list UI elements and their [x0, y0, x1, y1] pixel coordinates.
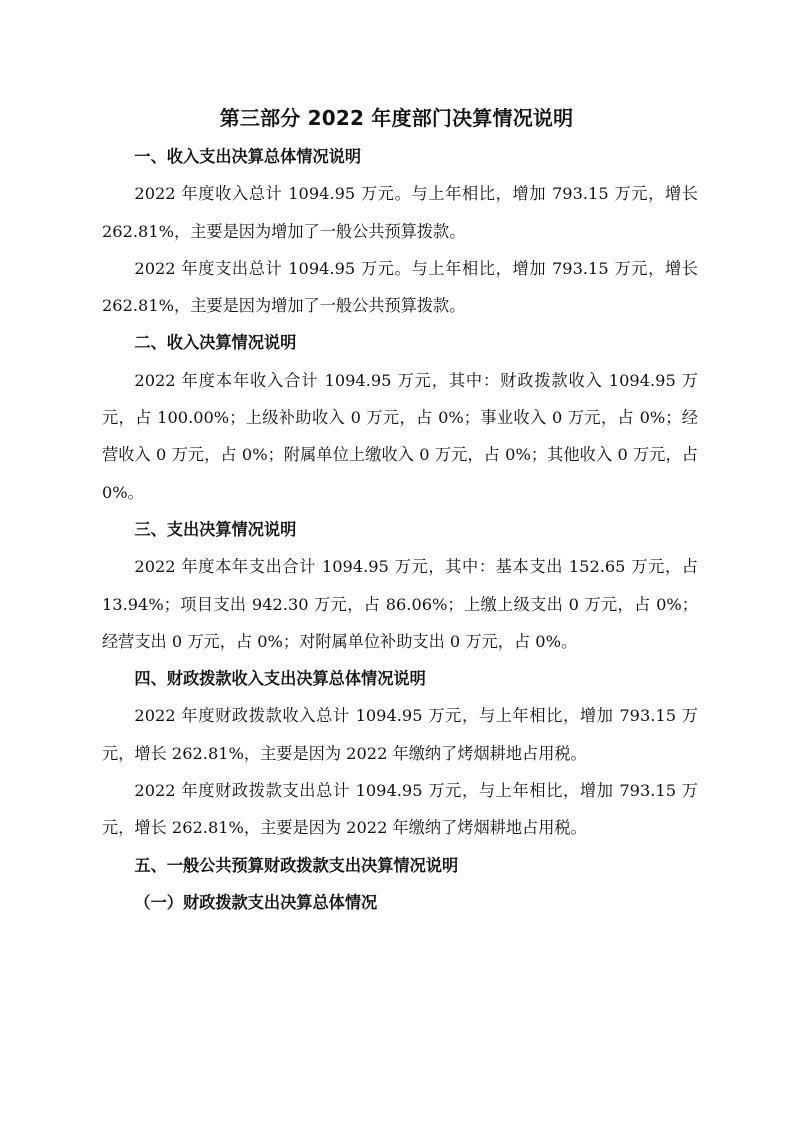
section-heading: 一、收入支出决算总体情况说明 — [134, 147, 362, 166]
document-body — [102, 138, 698, 921]
paragraph: 2022 年度收入总计 1094.95 万元。与上年相比，增加 793.15 万元，增长 262.81%，主要是因为增加了一般公共预算拨款。 — [102, 184, 698, 241]
section-heading: 五、一般公共预算财政拨款支出决算情况说明 — [134, 855, 459, 875]
paragraph: 2022 年度财政拨款收入总计 1094.95 万元，与上年相比，增加 793.15 万元，增长 262.81%，主要是因为 2022 年缴纳了烤烟耕地占用税。 — [102, 706, 698, 763]
paragraph: 2022 年度财政拨款支出总计 1094.95 万元，与上年相比，增加 793.15 万元，增长 262.81%，主要是因为 2022 年缴纳了烤烟耕地占用税。 — [102, 781, 698, 838]
section-heading: 四、财政拨款收入支出决算总体情况说明 — [134, 669, 426, 689]
paragraph: 2022 年度本年支出合计 1094.95 万元，其中：基本支出 152.65 万元，占 13.94%；项目支出 942.30 万元，占 86.06%；上缴上级支出 0 万元，占 0%；经营支出 0 万元，占 0%；对附属单位补助支出 0 万元，占 0%。 — [102, 557, 698, 651]
paragraph: 2022 年度支出总计 1094.95 万元。与上年相比，增加 793.15 万元，增长 262.81%，主要是因为增加了一般公共预算拨款。 — [102, 258, 698, 316]
document-title: 第三部分 2022 年度部门决算情况说明 — [219, 106, 574, 130]
paragraph: 2022 年度本年收入合计 1094.95 万元，其中：财政拨款收入 1094.95 万元，占 100.00%；上级补助收入 0 万元，占 0%；事业收入 0 万元，占 0%；经营收入 0 万元，占 0%；附属单位上缴收入 0 万元，占 0%；其他收入 0 万元，占 0%。 — [102, 370, 698, 502]
section-heading: 三、支出决算情况说明 — [134, 519, 297, 539]
subsection-heading: （一）财政拨款支出决算总体情况 — [134, 892, 378, 912]
section-heading: 二、收入决算情况说明 — [134, 333, 297, 353]
